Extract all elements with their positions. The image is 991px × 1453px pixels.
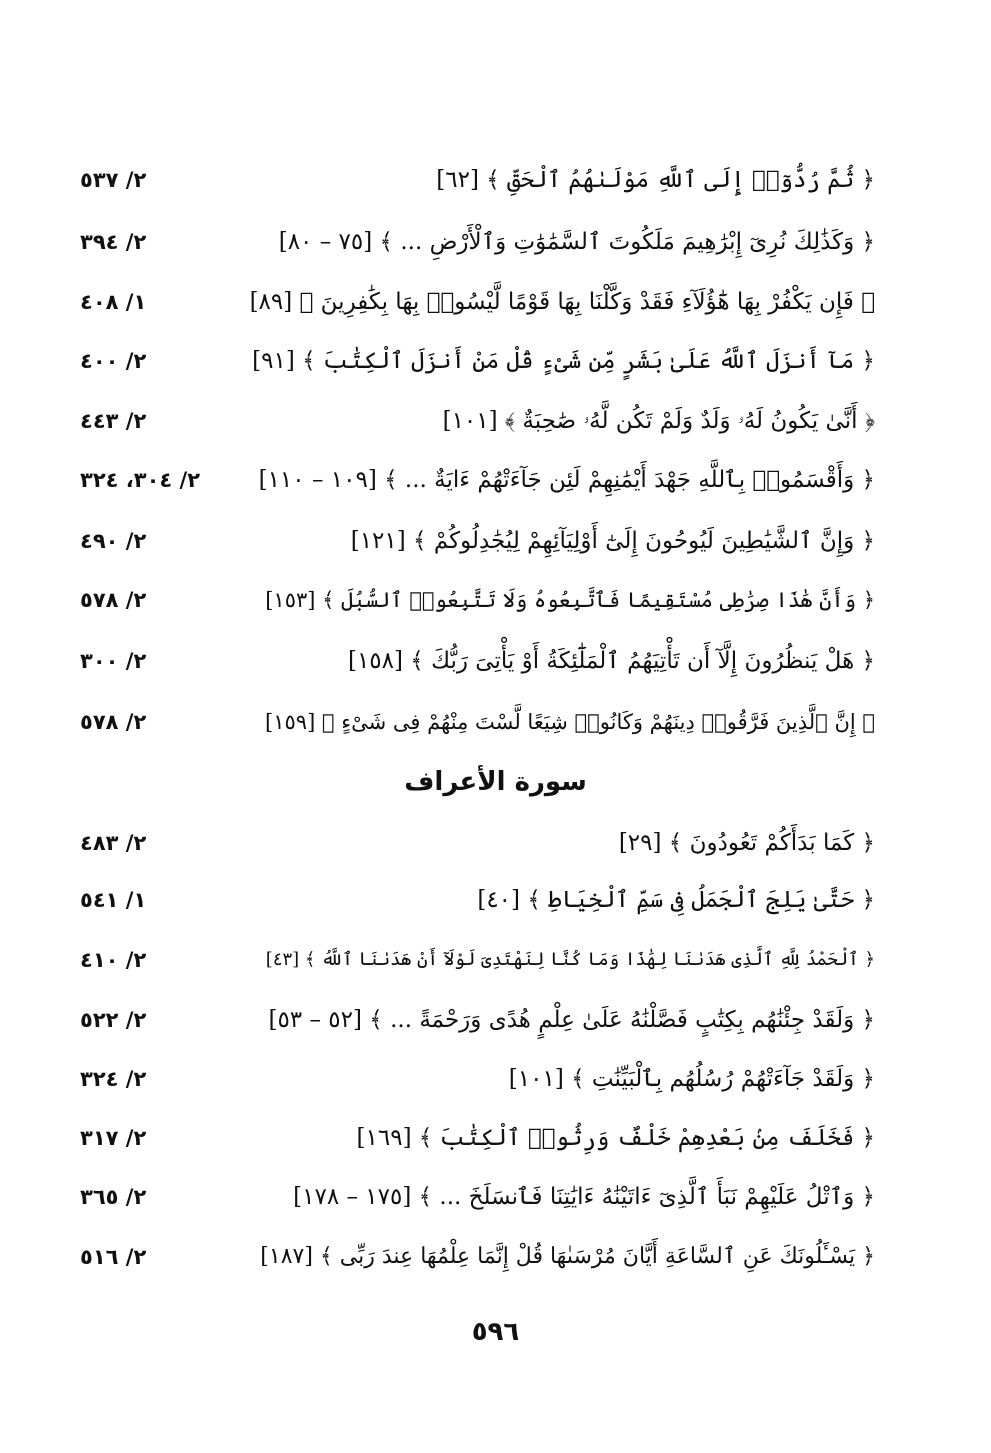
verse-text: ﴿ كَمَا بَدَأَكُمْ تَعُودُونَ ﴾ [٢٩] [618, 830, 875, 856]
index-entry [80, 282, 875, 322]
page-reference: ٢/ ٤٤٣ [80, 409, 147, 433]
surah-title: سورة الأعراف [404, 767, 587, 797]
verse-text: ﴿ وَأَقْسَمُوا۟ بِٱللَّهِ جَهْدَ أَيْمَٰنِهِمْ لَئِن جَآءَتْهُمْ ءَايَةٌ ... ﴾ [١٠٩ – ١١٠] [258, 467, 875, 493]
page-reference: ٢/ ٤١٠ [80, 948, 147, 972]
page-reference: ٢/ ٣٩٤ [80, 230, 147, 254]
index-entry [80, 580, 875, 620]
page-reference: ٢/ ٤٩٠ [80, 529, 147, 553]
index-entry [80, 1118, 875, 1158]
index-entry [80, 1237, 875, 1277]
page-reference: ٢/ ٥١٦ [80, 1245, 147, 1269]
verse-text: ﴿ وَٱتْلُ عَلَيْهِمْ نَبَأَ ٱلَّذِىٓ ءَاتَيْنَٰهُ ءَايَٰتِنَا فَٱنسَلَخَ ... ﴾ [١٧٥ – ١٧٨] [293, 1184, 875, 1210]
index-entry [80, 1059, 875, 1099]
page-reference: ٢/ ٣٦٥ [80, 1185, 147, 1209]
page-reference: ٢/ ٥٧٨ [80, 588, 147, 612]
verse-text: ﴿ ٱلْحَمْدُ لِلَّهِ ٱلَّذِى هَدَىٰنَا لِهَٰذَا وَمَا كُنَّا لِنَهْتَدِىَ لَوْلَآ أَنْ هَدَىٰنَا ٱللَّهُ ﴾ [٤٣] [265, 949, 875, 970]
page-reference: ٢/ ٤٨٣ [80, 831, 147, 855]
index-entry [80, 160, 875, 200]
index-entry [80, 401, 875, 441]
index-entry [80, 940, 875, 980]
page-reference: ٢/ ٤٠٠ [80, 349, 147, 373]
page-reference: ٢/ ٣٢٤ [80, 1067, 147, 1091]
page-reference: ٢/ ٣٠٤، ٣٢٤ [80, 468, 201, 492]
verse-text: ﴿ هَلْ يَنظُرُونَ إِلَّآ أَن تَأْتِيَهُمُ ٱلْمَلَٰٓئِكَةُ أَوْ يَأْتِىَ رَبُّكَ ﴾ [١٥٨] [347, 648, 875, 674]
page-reference: ٢/ ٥٣٧ [80, 168, 147, 192]
page-reference: ١/ ٥٤١ [80, 888, 147, 912]
index-entry [80, 222, 875, 262]
index-entry [80, 341, 875, 381]
verse-text: ﴿ حَتَّىٰ يَلِجَ ٱلْجَمَلُ فِى سَمِّ ٱلْخِيَاطِ ﴾ [٤٠] [477, 887, 875, 913]
index-entry [80, 823, 875, 863]
verse-text: ﴿ وَكَذَٰلِكَ نُرِىٓ إِبْرَٰهِيمَ مَلَكُوتَ ٱلسَّمَٰوَٰتِ وَٱلْأَرْضِ ... ﴾ [٧٥ – ٨٠] [278, 229, 875, 255]
page-number: ٥٩٦ [471, 1317, 520, 1347]
verse-text: ﴿ وَلَقَدْ جِئْنَٰهُم بِكِتَٰبٍ فَصَّلْنَٰهُ عَلَىٰ عِلْمٍ هُدًى وَرَحْمَةً ... ﴾ [٥٢ – ٥٣] [268, 1007, 875, 1033]
page-reference: ٢/ ٥٧٨ [80, 710, 147, 734]
page-reference: ١/ ٤٠٨ [80, 290, 147, 314]
index-entry [80, 880, 875, 920]
index-entry [80, 1177, 875, 1217]
index-entry [80, 641, 875, 681]
verse-text: ﴿ مَآ أَنزَلَ ٱللَّهُ عَلَىٰ بَشَرٍ مِّن شَىْءٍ قُلْ مَنْ أَنزَلَ ٱلْكِتَٰبَ ﴾ [٩١] [252, 348, 875, 374]
index-entry [80, 460, 875, 500]
verse-text: ﴿ فَخَلَفَ مِنۢ بَعْدِهِمْ خَلْفٌ وَرِثُوا۟ ٱلْكِتَٰبَ ﴾ [١٦٩] [356, 1125, 875, 1151]
verse-text: ﴿ ثُمَّ رُدُّوٓا۟ إِلَى ٱللَّهِ مَوْلَىٰهُمُ ٱلْحَقِّ ﴾ [٦٢] [436, 167, 875, 193]
index-entry [80, 521, 875, 561]
index-entry [80, 702, 875, 742]
page-reference: ٢/ ٣١٧ [80, 1126, 147, 1150]
verse-text: ﴿ أَنَّىٰ يَكُونُ لَهُۥ وَلَدٌ وَلَمْ تَكُن لَّهُۥ صَٰحِبَةٌ ﴾ [١٠١] [442, 408, 875, 434]
verse-text: ﴿ وَلَقَدْ جَآءَتْهُمْ رُسُلُهُم بِٱلْبَيِّنَٰتِ ﴾ [١٠١] [508, 1066, 875, 1092]
verse-text: ﴿ وَإِنَّ ٱلشَّيَٰطِينَ لَيُوحُونَ إِلَىٰٓ أَوْلِيَآئِهِمْ لِيُجَٰدِلُوكُمْ ﴾ [١٢١] [350, 528, 875, 554]
page-reference: ٢/ ٣٠٠ [80, 649, 147, 673]
verse-text: ﴿ يَسْـَٔلُونَكَ عَنِ ٱلسَّاعَةِ أَيَّانَ مُرْسَىٰهَا قُلْ إِنَّمَا عِلْمُهَا عِندَ رَبِّى ﴾ [١٨٧] [260, 1244, 875, 1269]
index-entry [80, 1000, 875, 1040]
verse-text: ﴿ فَإِن يَكْفُرْ بِهَا هَٰٓؤُلَآءِ فَقَدْ وَكَّلْنَا بِهَا قَوْمًا لَّيْسُوا۟ بِهَا بِكَٰفِرِينَ ﴾ [٨٩] [249, 289, 875, 315]
verse-text: ﴿ وَأَنَّ هَٰذَا صِرَٰطِى مُسْتَقِيمًا فَٱتَّبِعُوهُ وَلَا تَتَّبِعُوا۟ ٱلسُّبُلَ ﴾ [١٥٣] [265, 588, 875, 612]
page-reference: ٢/ ٥٢٢ [80, 1008, 147, 1032]
verse-text: ﴿ إِنَّ ٱلَّذِينَ فَرَّقُوا۟ دِينَهُمْ وَكَانُوا۟ شِيَعًا لَّسْتَ مِنْهُمْ فِى شَىْءٍ ﴾ [١٥٩] [265, 710, 875, 734]
